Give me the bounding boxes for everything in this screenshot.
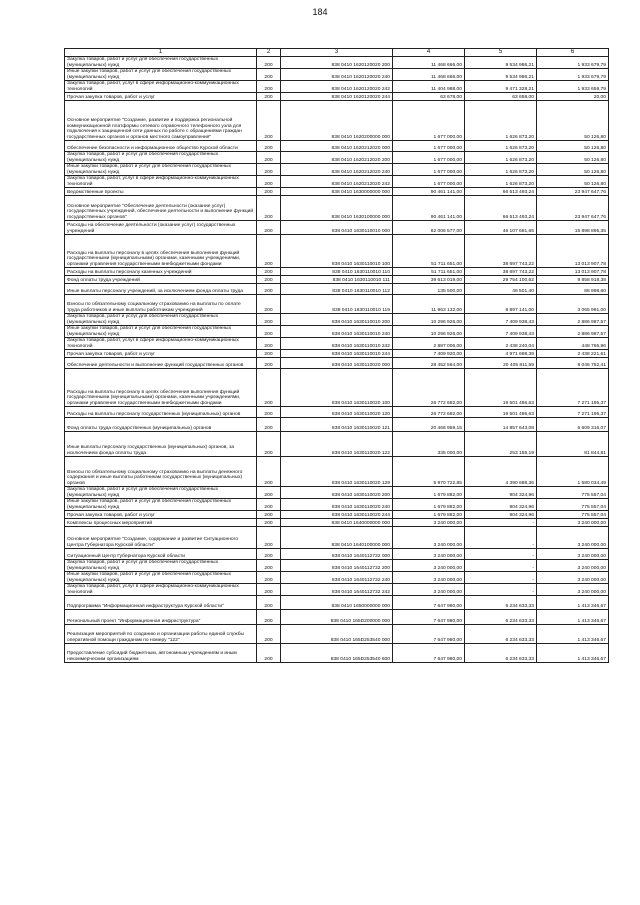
- column-header-1: 1: [65, 49, 257, 57]
- column-header-2: 2: [257, 49, 281, 57]
- row-unexecuted-amount-cell: 23 947 647,76: [537, 188, 609, 196]
- row-name-cell: Прочая закупка товаров, работ и услуг: [65, 350, 257, 358]
- row-executed-amount-cell: 1 626 873,20: [465, 164, 537, 176]
- row-line-code-cell: 200: [257, 284, 281, 295]
- row-budget-code-cell: 838 0410 1640112732 240: [281, 572, 393, 584]
- row-line-code-cell: 200: [257, 560, 281, 572]
- row-executed-amount-cell: -: [465, 527, 537, 549]
- row-name-cell: Закупка товаров, работ, услуг в сфере информационно-коммуникационных технологий: [65, 176, 257, 188]
- row-unexecuted-amount-cell: 23 947 647,76: [537, 196, 609, 221]
- row-executed-amount-cell: 6 234 633,33: [465, 596, 537, 610]
- row-name-cell: Обеспечение деятельности и выполнение функций государственных органов: [65, 358, 257, 369]
- row-unexecuted-amount-cell: 3 240 000,00: [537, 527, 609, 549]
- row-name-cell: Расходы на обеспечение деятельности (оказание услуг) государственных учреждений: [65, 221, 257, 235]
- row-approved-amount-cell: 26 772 682,00: [393, 369, 465, 407]
- row-executed-amount-cell: 7 409 938,43: [465, 326, 537, 338]
- row-unexecuted-amount-cell: 448 765,96: [537, 338, 609, 350]
- row-executed-amount-cell: 904 324,96: [465, 499, 537, 511]
- row-approved-amount-cell: 3 240 000,00: [393, 549, 465, 560]
- table-row: [65, 314, 609, 326]
- row-budget-code-cell: 838 0410 1650000000 000: [281, 596, 393, 610]
- row-executed-amount-cell: 38 697 743,22: [465, 268, 537, 276]
- table-row: [65, 152, 609, 164]
- column-header-4: 4: [393, 49, 465, 57]
- row-approved-amount-cell: 1 679 882,00: [393, 487, 465, 499]
- row-line-code-cell: 200: [257, 572, 281, 584]
- row-executed-amount-cell: 46 501,40: [465, 284, 537, 295]
- row-budget-code-cell: 838 0410 1640112732 242: [281, 584, 393, 596]
- row-line-code-cell: 200: [257, 57, 281, 69]
- row-name-cell: Закупка товаров, работ, услуг в сфере информационно-коммуникационных технологий: [65, 338, 257, 350]
- row-executed-amount-cell: 20 405 811,59: [465, 358, 537, 369]
- row-name-cell: Закупка товаров, работ и услуг для обеспечения государственных (муниципальных) нужд: [65, 560, 257, 572]
- row-executed-amount-cell: 38 697 743,22: [465, 235, 537, 268]
- row-budget-code-cell: 838 0410 165D253540 600: [281, 644, 393, 663]
- row-line-code-cell: 200: [257, 487, 281, 499]
- row-unexecuted-amount-cell: 13 013 907,78: [537, 268, 609, 276]
- page-number: 184: [312, 7, 328, 17]
- table-row: [65, 295, 609, 314]
- row-executed-amount-cell: 46 107 681,65: [465, 221, 537, 235]
- row-budget-code-cell: 838 0410 1640000000 000: [281, 519, 393, 527]
- table-row: [65, 432, 609, 457]
- row-line-code-cell: 200: [257, 164, 281, 176]
- row-executed-amount-cell: 19 501 486,63: [465, 407, 537, 418]
- row-name-cell: Взносы по обязательному социальному страхованию на выплаты денежного содержания и иные выплаты работникам государственных (муниципальных) органов: [65, 457, 257, 487]
- table-row: [65, 276, 609, 284]
- row-unexecuted-amount-cell: 20,00: [537, 93, 609, 101]
- row-line-code-cell: 200: [257, 93, 281, 101]
- row-name-cell: Основное мероприятие "Создание, развитие и поддержка региональной коммуникационной платформы сетевого справочного телефонного узла для подключения к защищенной сети данных по работе с обращениями граждан государственных органов и органов местного самоуправления": [65, 101, 257, 141]
- row-approved-amount-cell: 3 240 000,00: [393, 519, 465, 527]
- row-line-code-cell: 200: [257, 432, 281, 457]
- row-name-cell: Реализация мероприятий по созданию и организации работы единой службы оперативной помощи гражданам по номеру "122": [65, 625, 257, 644]
- row-budget-code-cell: 838 0410 1620120020 200: [281, 57, 393, 69]
- row-budget-code-cell: 838 0410 1630110010 111: [281, 276, 393, 284]
- row-executed-amount-cell: 1 626 873,20: [465, 141, 537, 152]
- row-approved-amount-cell: 2 887 006,00: [393, 338, 465, 350]
- table-row: [65, 221, 609, 235]
- row-line-code-cell: 200: [257, 358, 281, 369]
- row-name-cell: Закупка товаров, работ и услуг для обеспечения государственных (муниципальных) нужд: [65, 487, 257, 499]
- row-line-code-cell: 200: [257, 326, 281, 338]
- row-name-cell: Региональный проект "Информационная инфраструктура": [65, 610, 257, 625]
- budget-execution-table: [64, 48, 609, 663]
- table-row: [65, 284, 609, 295]
- row-approved-amount-cell: 335 000,00: [393, 432, 465, 457]
- table-row: [65, 164, 609, 176]
- row-executed-amount-cell: 2 438 240,04: [465, 338, 537, 350]
- row-approved-amount-cell: 1 677 000,00: [393, 164, 465, 176]
- row-approved-amount-cell: 3 240 000,00: [393, 584, 465, 596]
- table-row: [65, 188, 609, 196]
- table-row: [65, 527, 609, 549]
- table-row: [65, 338, 609, 350]
- row-approved-amount-cell: 11 963 132,00: [393, 295, 465, 314]
- row-approved-amount-cell: 11 468 666,00: [393, 69, 465, 81]
- row-approved-amount-cell: 3 240 000,00: [393, 527, 465, 549]
- row-line-code-cell: 200: [257, 350, 281, 358]
- row-executed-amount-cell: -: [465, 584, 537, 596]
- row-budget-code-cell: 838 0410 1630110020 129: [281, 457, 393, 487]
- row-approved-amount-cell: 1 677 000,00: [393, 152, 465, 164]
- row-approved-amount-cell: 62 006 577,00: [393, 221, 465, 235]
- row-executed-amount-cell: 6 234 633,33: [465, 625, 537, 644]
- row-budget-code-cell: 838 0410 1630110020 244: [281, 511, 393, 519]
- table-row: [65, 101, 609, 141]
- row-unexecuted-amount-cell: 3 240 000,00: [537, 560, 609, 572]
- row-unexecuted-amount-cell: 1 933 679,79: [537, 57, 609, 69]
- row-budget-code-cell: 838 0410 1630110020 121: [281, 418, 393, 432]
- row-approved-amount-cell: 63 678,00: [393, 93, 465, 101]
- row-budget-code-cell: 838 0410 1630110010 100: [281, 235, 393, 268]
- row-approved-amount-cell: 7 409 920,00: [393, 350, 465, 358]
- table-row: [65, 326, 609, 338]
- row-unexecuted-amount-cell: 5 609 316,07: [537, 418, 609, 432]
- row-unexecuted-amount-cell: 8 046 752,41: [537, 358, 609, 369]
- row-approved-amount-cell: 26 772 682,00: [393, 407, 465, 418]
- row-executed-amount-cell: -: [465, 549, 537, 560]
- row-approved-amount-cell: 7 647 980,00: [393, 596, 465, 610]
- row-executed-amount-cell: 1 626 873,20: [465, 152, 537, 164]
- row-budget-code-cell: 838 0410 1620212020 240: [281, 164, 393, 176]
- row-budget-code-cell: 838 0410 1630110010 240: [281, 326, 393, 338]
- row-name-cell: Закупка товаров, работ, услуг в сфере информационно-коммуникационных технологий: [65, 81, 257, 93]
- table-row: [65, 596, 609, 610]
- row-executed-amount-cell: 9 534 986,21: [465, 69, 537, 81]
- row-budget-code-cell: 838 0410 1620200000 000: [281, 101, 393, 141]
- row-budget-code-cell: 838 0410 1640112732 200: [281, 560, 393, 572]
- row-budget-code-cell: 838 0410 1630110010 112: [281, 284, 393, 295]
- row-unexecuted-amount-cell: 9 858 918,38: [537, 276, 609, 284]
- row-name-cell: Фонд оплаты труда учреждений: [65, 276, 257, 284]
- row-executed-amount-cell: 904 324,96: [465, 511, 537, 519]
- row-name-cell: Ведомственные проекты: [65, 188, 257, 196]
- row-line-code-cell: 200: [257, 457, 281, 487]
- table-row: [65, 407, 609, 418]
- row-line-code-cell: 200: [257, 141, 281, 152]
- row-unexecuted-amount-cell: 50 126,80: [537, 101, 609, 141]
- row-approved-amount-cell: 90 461 141,00: [393, 188, 465, 196]
- row-executed-amount-cell: 8 897 141,00: [465, 295, 537, 314]
- row-name-cell: Прочая закупка товаров, работ и услуг: [65, 511, 257, 519]
- row-budget-code-cell: 838 0410 1630110020 122: [281, 432, 393, 457]
- row-name-cell: Иные выплаты персоналу государственных (муниципальных) органов, за исключением фонда оплаты труда: [65, 432, 257, 457]
- row-budget-code-cell: 838 0410 1640100000 000: [281, 527, 393, 549]
- row-budget-code-cell: 838 0410 1630110010 200: [281, 314, 393, 326]
- row-name-cell: Расходы на выплаты персоналу государственных (муниципальных) органов: [65, 407, 257, 418]
- row-name-cell: Подпрограмма "Информационная инфраструктура Курской области": [65, 596, 257, 610]
- table-row: [65, 644, 609, 663]
- row-approved-amount-cell: 10 296 926,00: [393, 326, 465, 338]
- table-row: [65, 141, 609, 152]
- table-row: [65, 369, 609, 407]
- row-line-code-cell: 200: [257, 69, 281, 81]
- row-unexecuted-amount-cell: 1 413 346,67: [537, 596, 609, 610]
- row-unexecuted-amount-cell: 88 998,60: [537, 284, 609, 295]
- row-approved-amount-cell: 20 466 959,15: [393, 418, 465, 432]
- row-approved-amount-cell: 39 613 019,00: [393, 276, 465, 284]
- row-line-code-cell: 200: [257, 549, 281, 560]
- table-row: [65, 457, 609, 487]
- row-unexecuted-amount-cell: 1 413 346,67: [537, 644, 609, 663]
- row-budget-code-cell: 838 0410 1630110020 240: [281, 499, 393, 511]
- row-line-code-cell: 200: [257, 314, 281, 326]
- row-line-code-cell: 200: [257, 81, 281, 93]
- row-line-code-cell: 200: [257, 418, 281, 432]
- row-executed-amount-cell: 4 390 688,36: [465, 457, 537, 487]
- row-unexecuted-amount-cell: 3 240 000,00: [537, 572, 609, 584]
- row-name-cell: Закупка товаров, работ и услуг для обеспечения государственных (муниципальных) нужд: [65, 57, 257, 69]
- table-row: [65, 572, 609, 584]
- row-name-cell: Иные закупки товаров, работ и услуг для обеспечения государственных (муниципальных) нужд: [65, 164, 257, 176]
- table-row: [65, 268, 609, 276]
- row-approved-amount-cell: 28 452 564,00: [393, 358, 465, 369]
- row-line-code-cell: 200: [257, 527, 281, 549]
- row-executed-amount-cell: 29 754 100,62: [465, 276, 537, 284]
- row-unexecuted-amount-cell: 3 240 000,00: [537, 584, 609, 596]
- row-executed-amount-cell: -: [465, 560, 537, 572]
- row-executed-amount-cell: 63 658,00: [465, 93, 537, 101]
- row-executed-amount-cell: 4 971 698,39: [465, 350, 537, 358]
- table-header-row: [65, 49, 609, 57]
- row-line-code-cell: 200: [257, 625, 281, 644]
- table-row: [65, 81, 609, 93]
- row-budget-code-cell: 838 0410 1620120020 244: [281, 93, 393, 101]
- row-name-cell: Предоставление субсидий бюджетным, автономным учреждениям и иным некоммерческим организациям: [65, 644, 257, 663]
- row-name-cell: Основное мероприятие "Обеспечение деятельности (оказание услуг) государственных учреждений, обеспечение деятельности и выполнение функций государственных органов": [65, 196, 257, 221]
- row-approved-amount-cell: 7 647 980,00: [393, 644, 465, 663]
- table-row: [65, 584, 609, 596]
- row-approved-amount-cell: 10 296 926,00: [393, 314, 465, 326]
- row-budget-code-cell: 838 0410 165D200000 000: [281, 610, 393, 625]
- row-name-cell: Иные закупки товаров, работ и услуг для обеспечения государственных (муниципальных) нужд: [65, 326, 257, 338]
- row-unexecuted-amount-cell: 50 126,80: [537, 164, 609, 176]
- row-executed-amount-cell: 7 409 938,43: [465, 314, 537, 326]
- row-line-code-cell: 200: [257, 338, 281, 350]
- row-approved-amount-cell: 3 240 000,00: [393, 560, 465, 572]
- table-row: [65, 519, 609, 527]
- row-line-code-cell: 200: [257, 644, 281, 663]
- row-name-cell: Основное мероприятие "Создание, содержание и развитие Ситуационного Центра Губернатора Курской области": [65, 527, 257, 549]
- row-approved-amount-cell: 11 404 988,00: [393, 81, 465, 93]
- table-row: [65, 69, 609, 81]
- row-approved-amount-cell: 135 500,00: [393, 284, 465, 295]
- row-budget-code-cell: 838 0410 165D253540 000: [281, 625, 393, 644]
- row-budget-code-cell: 838 0410 1620120020 242: [281, 81, 393, 93]
- column-header-6: 6: [537, 49, 609, 57]
- row-approved-amount-cell: 7 647 980,00: [393, 625, 465, 644]
- row-executed-amount-cell: 904 324,96: [465, 487, 537, 499]
- row-executed-amount-cell: -: [465, 572, 537, 584]
- row-line-code-cell: 200: [257, 235, 281, 268]
- column-header-3: 3: [281, 49, 393, 57]
- row-unexecuted-amount-cell: 2 886 987,57: [537, 326, 609, 338]
- row-budget-code-cell: 838 0410 1620212020 000: [281, 141, 393, 152]
- row-line-code-cell: 200: [257, 407, 281, 418]
- row-approved-amount-cell: 1 677 000,00: [393, 101, 465, 141]
- row-unexecuted-amount-cell: 775 557,04: [537, 499, 609, 511]
- row-budget-code-cell: 838 0410 1630110010 244: [281, 350, 393, 358]
- row-approved-amount-cell: 1 677 000,00: [393, 176, 465, 188]
- row-budget-code-cell: 838 0410 1630110010 119: [281, 295, 393, 314]
- row-budget-code-cell: 838 0410 1630000000 000: [281, 188, 393, 196]
- row-line-code-cell: 200: [257, 101, 281, 141]
- row-unexecuted-amount-cell: 15 898 895,35: [537, 221, 609, 235]
- row-executed-amount-cell: -: [465, 519, 537, 527]
- row-line-code-cell: 200: [257, 276, 281, 284]
- row-unexecuted-amount-cell: 3 240 000,00: [537, 519, 609, 527]
- table-row: [65, 57, 609, 69]
- row-line-code-cell: 200: [257, 499, 281, 511]
- table-row: [65, 93, 609, 101]
- column-header-5: 5: [465, 49, 537, 57]
- row-line-code-cell: 200: [257, 176, 281, 188]
- row-unexecuted-amount-cell: 7 271 195,37: [537, 369, 609, 407]
- row-line-code-cell: 200: [257, 511, 281, 519]
- row-unexecuted-amount-cell: 1 413 346,67: [537, 610, 609, 625]
- row-approved-amount-cell: 1 679 882,00: [393, 499, 465, 511]
- row-executed-amount-cell: 66 513 493,24: [465, 196, 537, 221]
- row-budget-code-cell: 838 0410 1630110010 110: [281, 268, 393, 276]
- row-approved-amount-cell: 7 647 980,00: [393, 610, 465, 625]
- row-name-cell: Закупка товаров, работ, услуг в сфере информационно-коммуникационных технологий: [65, 584, 257, 596]
- row-approved-amount-cell: 51 711 651,00: [393, 268, 465, 276]
- row-line-code-cell: 200: [257, 610, 281, 625]
- row-line-code-cell: 200: [257, 268, 281, 276]
- table-row: [65, 499, 609, 511]
- row-executed-amount-cell: 1 626 873,20: [465, 101, 537, 141]
- table-row: [65, 549, 609, 560]
- row-unexecuted-amount-cell: 775 557,04: [537, 511, 609, 519]
- row-line-code-cell: 200: [257, 596, 281, 610]
- row-budget-code-cell: 838 0410 1630110020 000: [281, 358, 393, 369]
- row-name-cell: Ситуационный Центр Губернатора Курской области: [65, 549, 257, 560]
- row-budget-code-cell: 838 0410 1630110010 242: [281, 338, 393, 350]
- row-name-cell: Расходы на выплаты персоналу в целях обеспечения выполнения функций государственными (муниципальными) органами, казенными учреждениями, органами управления государственными внебюджетными фондами: [65, 369, 257, 407]
- row-name-cell: Иные выплаты персоналу учреждений, за исключением фонда оплаты труда: [65, 284, 257, 295]
- row-executed-amount-cell: 14 857 643,08: [465, 418, 537, 432]
- row-executed-amount-cell: 9 471 328,21: [465, 81, 537, 93]
- row-line-code-cell: 200: [257, 152, 281, 164]
- row-approved-amount-cell: 1 679 882,00: [393, 511, 465, 519]
- row-executed-amount-cell: 66 513 493,24: [465, 188, 537, 196]
- row-approved-amount-cell: 51 711 651,00: [393, 235, 465, 268]
- row-name-cell: Расходы на выплаты персоналу в целях обеспечения выполнения функций государственными (муниципальными) органами, казенными учреждениями, органами управления государственными внебюджетными фондами: [65, 235, 257, 268]
- row-name-cell: Иные закупки товаров, работ и услуг для обеспечения государственных (муниципальных) нужд: [65, 69, 257, 81]
- row-budget-code-cell: 838 0410 1620212020 242: [281, 176, 393, 188]
- table-row: [65, 610, 609, 625]
- table-row: [65, 196, 609, 221]
- row-approved-amount-cell: 11 468 666,00: [393, 57, 465, 69]
- row-name-cell: Обеспечение безопасности и информационное общество Курской области: [65, 141, 257, 152]
- row-line-code-cell: 200: [257, 369, 281, 407]
- row-unexecuted-amount-cell: 3 240 000,00: [537, 549, 609, 560]
- row-approved-amount-cell: 3 240 000,00: [393, 572, 465, 584]
- row-line-code-cell: 200: [257, 295, 281, 314]
- row-line-code-cell: 200: [257, 584, 281, 596]
- row-budget-code-cell: 838 0410 1630110010 000: [281, 221, 393, 235]
- table-row: [65, 487, 609, 499]
- row-unexecuted-amount-cell: 50 126,80: [537, 141, 609, 152]
- row-unexecuted-amount-cell: 50 126,80: [537, 176, 609, 188]
- row-unexecuted-amount-cell: 2 438 221,61: [537, 350, 609, 358]
- row-name-cell: Взносы по обязательному социальному страхованию на выплаты по оплате труда работников и иные выплаты работникам учреждений: [65, 295, 257, 314]
- row-name-cell: Комплексы процессных мероприятий: [65, 519, 257, 527]
- row-budget-code-cell: 838 0410 1630110020 100: [281, 369, 393, 407]
- row-unexecuted-amount-cell: 775 557,04: [537, 487, 609, 499]
- table-row: [65, 235, 609, 268]
- row-name-cell: Расходы на выплаты персоналу казенных учреждений: [65, 268, 257, 276]
- row-budget-code-cell: 838 0410 1640112732 000: [281, 549, 393, 560]
- row-unexecuted-amount-cell: 13 013 907,78: [537, 235, 609, 268]
- row-approved-amount-cell: 5 970 722,85: [393, 457, 465, 487]
- row-unexecuted-amount-cell: 1 933 659,79: [537, 81, 609, 93]
- row-budget-code-cell: 838 0410 1630100000 000: [281, 196, 393, 221]
- row-budget-code-cell: 838 0410 1630110020 200: [281, 487, 393, 499]
- row-line-code-cell: 200: [257, 221, 281, 235]
- row-name-cell: Прочая закупка товаров, работ и услуг: [65, 93, 257, 101]
- row-budget-code-cell: 838 0410 1630110020 120: [281, 407, 393, 418]
- row-unexecuted-amount-cell: 1 413 346,67: [537, 625, 609, 644]
- table-row: [65, 358, 609, 369]
- table-row: [65, 350, 609, 358]
- row-executed-amount-cell: 1 626 873,20: [465, 176, 537, 188]
- row-unexecuted-amount-cell: 3 065 991,00: [537, 295, 609, 314]
- row-unexecuted-amount-cell: 1 933 679,79: [537, 69, 609, 81]
- table-row: [65, 511, 609, 519]
- row-name-cell: Иные закупки товаров, работ и услуг для обеспечения государственных (муниципальных) нужд: [65, 499, 257, 511]
- row-budget-code-cell: 838 0410 1620120020 240: [281, 69, 393, 81]
- row-executed-amount-cell: 6 234 633,33: [465, 644, 537, 663]
- row-budget-code-cell: 838 0410 1620212020 200: [281, 152, 393, 164]
- row-approved-amount-cell: 1 677 000,00: [393, 141, 465, 152]
- row-executed-amount-cell: 9 534 986,21: [465, 57, 537, 69]
- row-name-cell: Иные закупки товаров, работ и услуг для обеспечения государственных (муниципальных) нужд: [65, 572, 257, 584]
- table-row: [65, 176, 609, 188]
- row-unexecuted-amount-cell: 50 126,80: [537, 152, 609, 164]
- row-unexecuted-amount-cell: 7 271 195,37: [537, 407, 609, 418]
- row-name-cell: Закупка товаров, работ и услуг для обеспечения государственных (муниципальных) нужд: [65, 152, 257, 164]
- row-line-code-cell: 200: [257, 196, 281, 221]
- row-name-cell: Фонд оплаты труда государственных (муниципальных) органов: [65, 418, 257, 432]
- row-line-code-cell: 200: [257, 519, 281, 527]
- row-approved-amount-cell: 90 461 141,00: [393, 196, 465, 221]
- row-executed-amount-cell: 253 155,19: [465, 432, 537, 457]
- row-executed-amount-cell: 6 234 633,33: [465, 610, 537, 625]
- table-row: [65, 560, 609, 572]
- row-name-cell: Закупка товаров, работ и услуг для обеспечения государственных (муниципальных) нужд: [65, 314, 257, 326]
- row-unexecuted-amount-cell: 2 886 987,57: [537, 314, 609, 326]
- row-unexecuted-amount-cell: 1 580 034,49: [537, 457, 609, 487]
- row-unexecuted-amount-cell: 81 844,81: [537, 432, 609, 457]
- row-executed-amount-cell: 19 501 486,63: [465, 369, 537, 407]
- row-line-code-cell: 200: [257, 188, 281, 196]
- table-row: [65, 418, 609, 432]
- table-row: [65, 625, 609, 644]
